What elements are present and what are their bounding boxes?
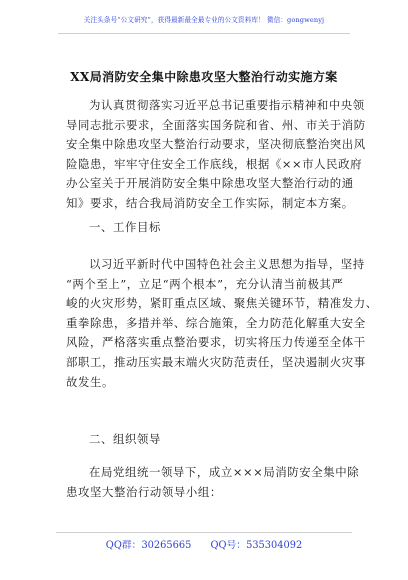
goals-line: 部职工，推动压实最末端火灾防范责任，坚决遏制火灾事: [66, 354, 366, 369]
intro-line: 导同志批示要求，全面落实国务院和省、州、市关于消防: [66, 117, 366, 132]
goals-line: 峻的火灾形势，紧盯重点区域、聚焦关键环节，精准发力、: [66, 296, 378, 311]
goals-line: 风险，严格落实重点整治要求，切实将压力传递至全体干: [66, 335, 366, 350]
goals-line: “两个至上”，立足“两个根本”，充分认清当前极其严: [66, 276, 344, 291]
leadership-paragraph: [66, 463, 366, 502]
intro-line: 为认真贯彻落实习近平总书记重要指示精神和中央领: [89, 98, 365, 112]
intro-line: 办公室关于开展消防安全集中除患攻坚大整治行动的通: [66, 176, 354, 191]
leadership-line: 在局党组统一领导下，成立×××局消防安全集中除: [89, 465, 360, 479]
section-heading-leadership: [66, 430, 366, 450]
document-title: XX局消防安全集中除患攻坚大整治行动实施方案: [70, 70, 338, 84]
header-divider: [58, 33, 350, 34]
qq-group-label: QQ群：30265665: [105, 540, 192, 551]
intro-line: 险隐患，牢牢守住安全工作底线，根据《××市人民政府: [66, 156, 363, 171]
intro-line: 安全集中除患攻坚大整治行动要求，坚决彻底整治突出风: [66, 137, 366, 152]
goals-line: 故发生。: [66, 374, 114, 389]
section-heading-goals: [66, 218, 366, 238]
footer-divider: [56, 532, 352, 533]
goals-line: 以习近平新时代中国特色社会主义思想为指导，坚持: [89, 257, 365, 271]
goals-paragraph: [66, 255, 378, 392]
goals-line: 重拳除患，多措并举、综合施策，全力防范化解重大安全: [66, 315, 366, 330]
intro-paragraph: [66, 96, 366, 214]
leadership-line: 患攻坚大整治行动领导小组：: [66, 484, 222, 499]
qq-number-label: QQ号：535304092: [210, 540, 303, 551]
intro-line: 知》要求，结合我局消防安全工作实际，制定本方案。: [66, 195, 354, 210]
footer-contact: [0, 537, 408, 551]
section-heading: 一、工作目标: [89, 220, 161, 234]
section-heading: 二、组织领导: [89, 432, 161, 446]
header-banner: 关注头条号“公文研究”，获得最新最全最专业的公文资料库！ 微信：gongwenyj: [83, 16, 325, 24]
